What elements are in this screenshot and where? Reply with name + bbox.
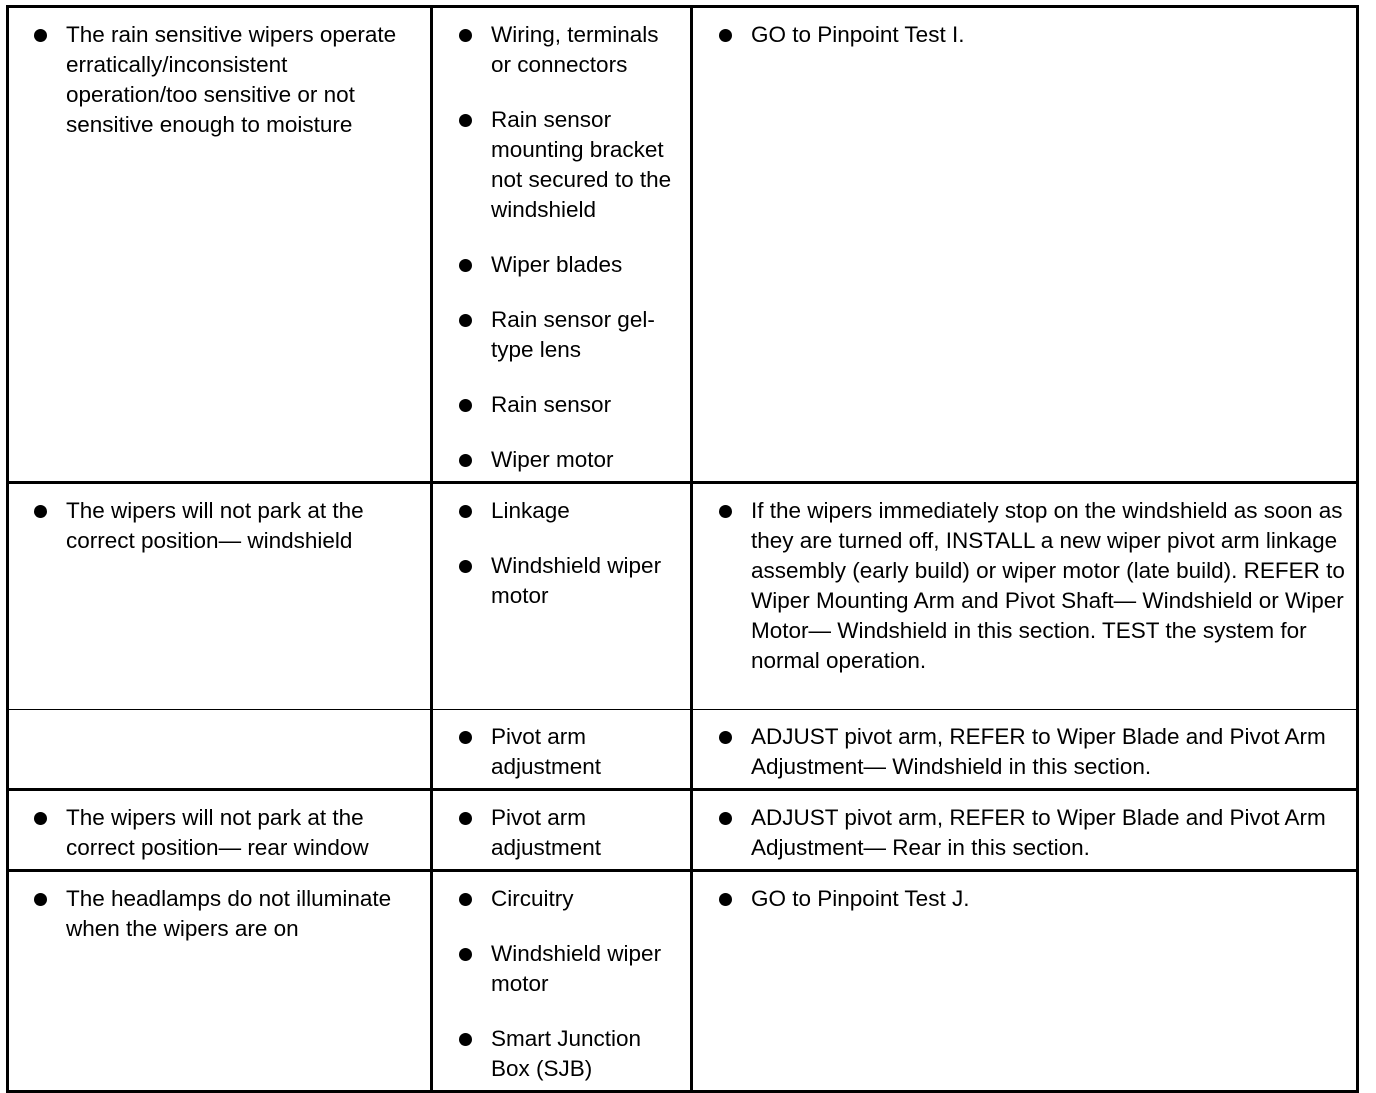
source-item (433, 105, 684, 225)
bullet-dot-icon (34, 29, 47, 42)
condition-cell (8, 483, 432, 710)
source-cell (432, 7, 692, 483)
source-text: Circuitry (491, 886, 574, 911)
condition-item (9, 803, 424, 863)
source-item (433, 722, 684, 782)
source-item (433, 1024, 684, 1084)
bullet-dot-icon (459, 29, 472, 42)
bullet-dot-icon (459, 812, 472, 825)
action-text: ADJUST pivot arm, REFER to Wiper Blade and Pivot Arm Adjustment— Windshield in this section. (751, 724, 1326, 779)
action-item (693, 496, 1350, 676)
bullet-dot-icon (34, 893, 47, 906)
condition-cell (8, 790, 432, 871)
condition-text: The wipers will not park at the correct position— rear window (66, 805, 369, 860)
source-item (433, 939, 684, 999)
source-item (433, 803, 684, 863)
bullet-dot-icon (459, 399, 472, 412)
condition-item (9, 884, 424, 944)
bullet-dot-icon (459, 731, 472, 744)
source-cell (432, 871, 692, 1092)
bullet-dot-icon (719, 812, 732, 825)
action-item (693, 884, 1350, 914)
source-item (433, 20, 684, 80)
action-text: GO to Pinpoint Test I. (751, 22, 965, 47)
source-text: Rain sensor mounting bracket not secured to the windshield (491, 107, 672, 222)
source-item (433, 551, 684, 611)
action-cell (692, 483, 1358, 710)
source-text: Wiper blades (491, 252, 623, 277)
bullet-dot-icon (459, 560, 472, 573)
source-text: Pivot arm adjustment (491, 805, 602, 860)
source-cell (432, 483, 692, 710)
action-item (693, 20, 1350, 50)
bullet-dot-icon (459, 259, 472, 272)
bullet-dot-icon (34, 505, 47, 518)
symptom-row (8, 871, 1358, 1092)
bullet-dot-icon (459, 893, 472, 906)
action-item (693, 722, 1350, 782)
action-cell (692, 871, 1358, 1092)
source-item (433, 445, 684, 475)
source-item (433, 884, 684, 914)
source-text: Linkage (491, 498, 570, 523)
bullet-dot-icon (459, 114, 472, 127)
condition-item (9, 20, 424, 140)
action-cell (692, 710, 1358, 790)
bullet-dot-icon (719, 893, 732, 906)
source-item (433, 305, 684, 365)
source-cell (432, 710, 692, 790)
source-item (433, 250, 684, 280)
action-text: If the wipers immediately stop on the windshield as soon as they are turned off, INSTALL a new wiper pivot arm linkage assembly (early build) or wiper motor (late build). REFER to Wiper Mounting Arm and Pivot Shaft— Windshield or Wiper Motor— Windshield in this section. TEST the system for normal operation. (751, 498, 1345, 673)
source-text: Rain sensor gel-type lens (491, 307, 655, 362)
source-cell (432, 790, 692, 871)
source-text: Windshield wiper motor (491, 941, 662, 996)
condition-text: The rain sensitive wipers operate erratically/inconsistent operation/too sensitive or not sensitive enough to moisture (66, 22, 397, 137)
bullet-dot-icon (34, 812, 47, 825)
condition-cell (8, 7, 432, 483)
bullet-dot-icon (459, 948, 472, 961)
source-text: Smart Junction Box (SJB) (491, 1026, 642, 1081)
condition-cell (8, 710, 432, 790)
symptom-row (8, 790, 1358, 871)
bullet-dot-icon (459, 454, 472, 467)
bullet-dot-icon (459, 1033, 472, 1046)
action-text: GO to Pinpoint Test J. (751, 886, 970, 911)
condition-item (9, 496, 424, 556)
source-text: Wiring, terminals or connectors (491, 22, 659, 77)
action-text: ADJUST pivot arm, REFER to Wiper Blade and Pivot Arm Adjustment— Rear in this section. (751, 805, 1326, 860)
source-text: Pivot arm adjustment (491, 724, 602, 779)
symptom-row (8, 483, 1358, 710)
source-text: Rain sensor (491, 392, 612, 417)
bullet-dot-icon (719, 731, 732, 744)
source-item (433, 496, 684, 526)
bullet-dot-icon (459, 505, 472, 518)
bullet-dot-icon (719, 505, 732, 518)
condition-cell (8, 871, 432, 1092)
action-cell (692, 790, 1358, 871)
condition-text: The wipers will not park at the correct position— windshield (66, 498, 364, 553)
source-text: Windshield wiper motor (491, 553, 662, 608)
action-cell (692, 7, 1358, 483)
symptom-row (8, 7, 1358, 483)
condition-text: The headlamps do not illuminate when the wipers are on (66, 886, 392, 941)
bullet-dot-icon (459, 314, 472, 327)
source-item (433, 390, 684, 420)
source-text: Wiper motor (491, 447, 614, 472)
bullet-dot-icon (719, 29, 732, 42)
symptom-row (8, 710, 1358, 790)
symptom-chart-table (6, 5, 1359, 1093)
action-item (693, 803, 1350, 863)
